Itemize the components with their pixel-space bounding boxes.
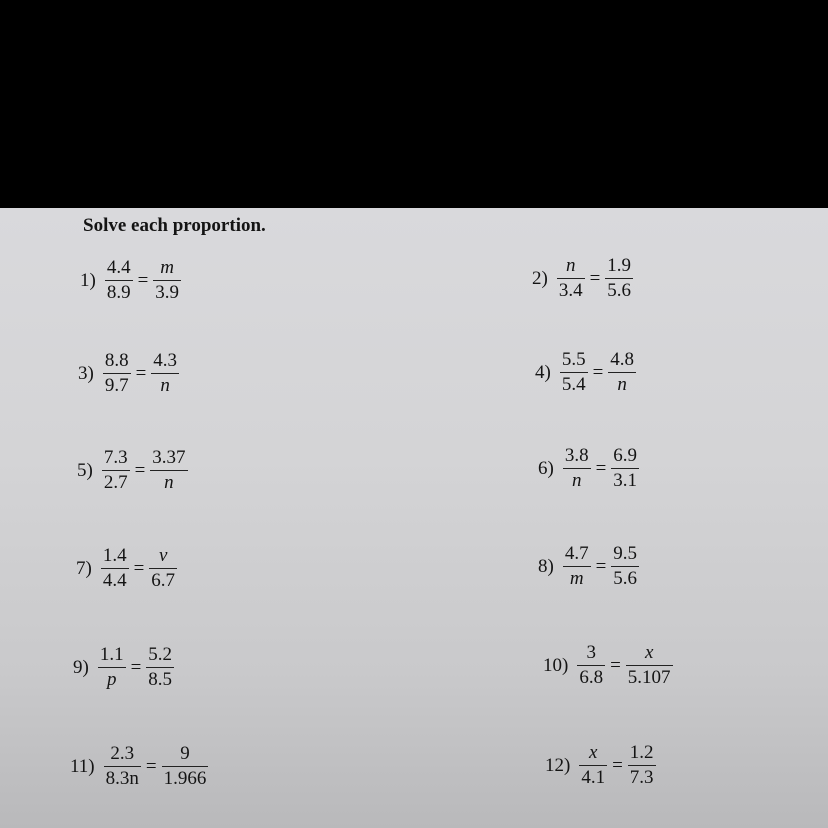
left-fraction — [100, 351, 134, 396]
problem-11 — [70, 744, 211, 789]
right-fraction — [602, 256, 636, 301]
problem-number: 3) — [78, 362, 94, 384]
problem-number: 9) — [73, 656, 89, 678]
left-denominator: 8.3n — [105, 768, 139, 790]
problem-12 — [545, 743, 659, 788]
right-denominator: 5.6 — [613, 568, 638, 590]
left-fraction — [98, 546, 132, 591]
right-denominator: 3.1 — [613, 470, 638, 492]
instruction-heading: Solve each proportion. — [83, 215, 266, 236]
right-numerator: 5.2 — [148, 644, 173, 665]
right-numerator: 9.5 — [613, 543, 638, 564]
left-fraction — [101, 744, 144, 789]
left-numerator: 5.5 — [561, 349, 586, 370]
right-denominator: 1.966 — [163, 768, 207, 790]
left-numerator: 3 — [586, 642, 596, 663]
right-numerator: 6.9 — [613, 445, 638, 466]
left-fraction — [576, 743, 610, 788]
right-fraction — [605, 350, 639, 395]
problem-number: 1) — [80, 269, 96, 291]
right-fraction — [608, 544, 642, 589]
left-numerator: x — [588, 742, 598, 763]
right-numerator: m — [160, 257, 175, 278]
right-fraction — [623, 643, 676, 688]
left-denominator: 4.4 — [102, 570, 127, 592]
right-denominator: 5.107 — [627, 667, 671, 689]
left-fraction — [574, 643, 608, 688]
left-denominator: 5.4 — [561, 374, 586, 396]
right-fraction — [147, 448, 190, 493]
left-numerator: 1.1 — [99, 644, 124, 665]
problem-6 — [538, 446, 642, 491]
worksheet-paper — [0, 208, 828, 828]
equals-sign: = — [592, 361, 604, 383]
right-fraction — [150, 258, 184, 303]
problem-2 — [532, 256, 636, 301]
right-numerator: 4.8 — [610, 349, 635, 370]
problem-number: 5) — [77, 459, 93, 481]
equals-sign: = — [595, 457, 607, 479]
problem-number: 4) — [535, 361, 551, 383]
problem-5 — [77, 448, 191, 493]
problem-number: 12) — [545, 754, 571, 776]
problem-number: 11) — [70, 755, 95, 777]
right-fraction — [608, 446, 642, 491]
left-denominator: 2.7 — [103, 472, 128, 494]
right-fraction — [148, 351, 182, 396]
left-fraction — [102, 258, 136, 303]
right-numerator: 1.9 — [607, 255, 632, 276]
right-denominator: 7.3 — [629, 767, 654, 789]
problem-9 — [73, 645, 177, 690]
equals-sign: = — [595, 555, 607, 577]
right-denominator: 5.6 — [607, 280, 632, 302]
left-denominator: p — [106, 669, 117, 691]
equals-sign: = — [135, 362, 147, 384]
equals-sign: = — [134, 459, 146, 481]
left-denominator: m — [569, 568, 584, 590]
equals-sign: = — [137, 269, 149, 291]
left-fraction — [560, 544, 594, 589]
left-numerator: 2.3 — [110, 743, 135, 764]
right-denominator: n — [160, 375, 170, 397]
problem-8 — [538, 544, 642, 589]
left-numerator: 4.7 — [564, 543, 589, 564]
equals-sign: = — [145, 755, 157, 777]
equals-sign: = — [612, 754, 623, 776]
left-denominator: n — [571, 470, 582, 492]
right-fraction — [143, 645, 177, 690]
left-numerator: 1.4 — [102, 545, 127, 566]
right-denominator: n — [617, 374, 627, 396]
right-numerator: 4.3 — [153, 350, 178, 371]
left-fraction — [557, 350, 591, 395]
problem-7 — [76, 546, 180, 591]
equals-sign: = — [589, 267, 601, 289]
left-fraction — [99, 448, 133, 493]
equals-sign: = — [130, 656, 142, 678]
right-fraction — [159, 744, 212, 789]
left-denominator: 8.9 — [106, 282, 131, 304]
problem-number: 2) — [532, 267, 548, 289]
left-fraction — [95, 645, 129, 690]
equals-sign: = — [610, 654, 621, 676]
right-fraction — [146, 546, 180, 591]
left-numerator: 8.8 — [104, 350, 129, 371]
right-fraction — [625, 743, 659, 788]
right-denominator: 8.5 — [148, 669, 173, 691]
left-numerator: n — [565, 255, 576, 276]
problem-3 — [78, 351, 182, 396]
problem-number: 8) — [538, 555, 554, 577]
left-numerator: 4.4 — [106, 257, 131, 278]
right-numerator: 9 — [180, 743, 190, 764]
left-fraction — [560, 446, 594, 491]
left-fraction — [554, 256, 588, 301]
problem-number: 6) — [538, 457, 554, 479]
right-denominator: 6.7 — [151, 570, 176, 592]
right-denominator: n — [164, 472, 174, 494]
right-numerator: 1.2 — [629, 742, 654, 763]
left-denominator: 3.4 — [558, 280, 583, 302]
right-numerator: 3.37 — [152, 447, 186, 468]
left-denominator: 6.8 — [579, 667, 604, 689]
left-denominator: 4.1 — [581, 767, 606, 789]
right-numerator: x — [644, 642, 654, 663]
left-numerator: 7.3 — [103, 447, 128, 468]
problem-4 — [535, 350, 639, 395]
problem-1 — [80, 258, 184, 303]
left-denominator: 9.7 — [104, 375, 129, 397]
problem-number: 10) — [543, 654, 569, 676]
problem-10 — [543, 643, 676, 688]
problem-number: 7) — [76, 557, 92, 579]
equals-sign: = — [133, 557, 145, 579]
right-denominator: 3.9 — [155, 282, 180, 304]
left-numerator: 3.8 — [564, 445, 589, 466]
right-numerator: v — [158, 545, 168, 566]
